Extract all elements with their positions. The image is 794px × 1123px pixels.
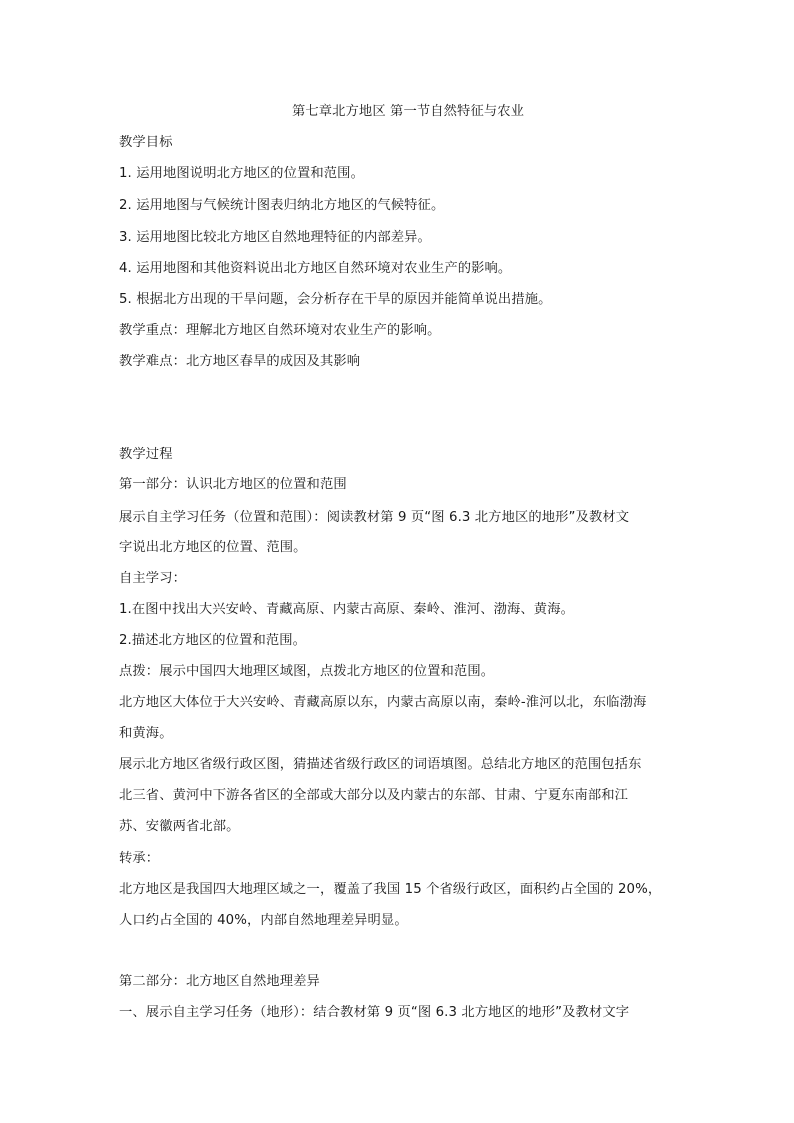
part1-heading: 第一部分：认识北方地区的位置和范围 [119, 477, 347, 492]
paragraph-line: 展示北方地区省级行政区图，猜描述省级行政区的词语填图。总结北方地区的范围包括东 [119, 757, 642, 772]
guide-paragraph: 点拨：展示中国四大地理区域图，点拨北方地区的位置和范围。 [119, 664, 495, 679]
self-study-label: 自主学习： [119, 571, 186, 586]
paragraph-line: 字说出北方地区的位置、范围。 [119, 540, 307, 555]
paragraph-line: 展示自主学习任务（位置和范围）：阅读教材第 9 页“图 6.3 北方地区的地形”及教材文 [119, 510, 630, 525]
transition-label: 转承： [119, 851, 160, 866]
difficult-point: 教学难点：北方地区春旱的成因及其影响 [119, 354, 361, 369]
part2-heading: 第二部分：北方地区自然地理差异 [119, 974, 320, 989]
paragraph-line: 一、展示自主学习任务（地形）：结合教材第 9 页“图 6.3 北方地区的地形”及教材文字 [119, 1005, 630, 1020]
paragraph-line: 人口约占全国的 40%，内部自然地理差异明显。 [119, 913, 408, 928]
objective-item: 3. 运用地图比较北方地区自然地理特征的内部差异。 [119, 230, 431, 245]
document-title: 第七章北方地区 第一节自然特征与农业 [291, 104, 525, 119]
objective-item: 1. 运用地图说明北方地区的位置和范围。 [119, 166, 364, 181]
paragraph-line: 苏、安徽两省北部。 [119, 819, 240, 834]
paragraph-line: 北三省、黄河中下游各省区的全部或大部分以及内蒙古的东部、甘肃、宁夏东南部和江 [119, 788, 629, 803]
objective-item: 2. 运用地图与气候统计图表归纳北方地区的气候特征。 [119, 198, 445, 213]
objective-item: 5. 根据北方出现的干旱问题，会分析存在干旱的原因并能简单说出措施。 [119, 292, 552, 307]
process-heading: 教学过程 [119, 447, 173, 462]
paragraph-line: 北方地区是我国四大地理区域之一，覆盖了我国 15 个省级行政区，面积约占全国的 20%， [119, 882, 662, 897]
paragraph-line: 和黄海。 [119, 726, 173, 741]
list-item: 2.描述北方地区的位置和范围。 [119, 633, 307, 648]
list-item: 1.在图中找出大兴安岭、青藏高原、内蒙古高原、秦岭、淮河、渤海、黄海。 [119, 602, 574, 617]
key-point: 教学重点：理解北方地区自然环境对农业生产的影响。 [119, 323, 441, 338]
objective-item: 4. 运用地图和其他资料说出北方地区自然环境对农业生产的影响。 [119, 261, 512, 276]
objectives-heading: 教学目标 [119, 135, 173, 150]
paragraph-line: 北方地区大体位于大兴安岭、青藏高原以东，内蒙古高原以南，秦岭-淮河以北，东临渤海 [119, 695, 647, 710]
